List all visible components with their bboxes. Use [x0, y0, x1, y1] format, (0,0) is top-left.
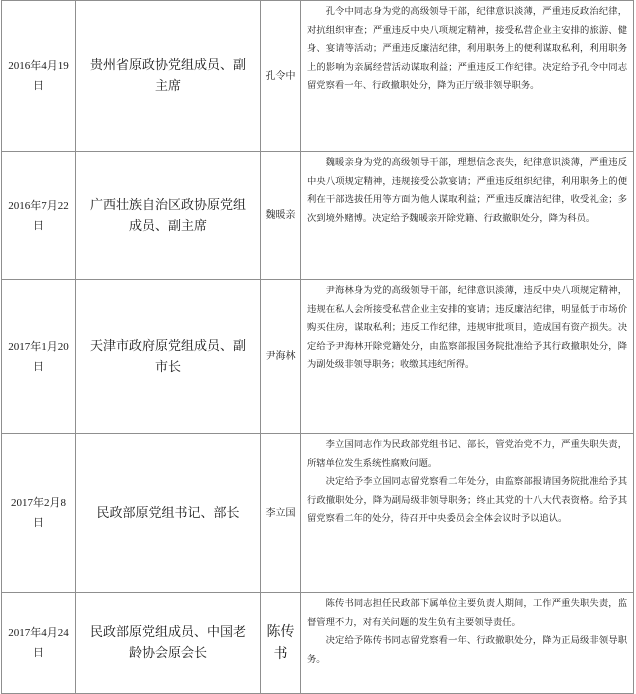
name-cell: 李立国 — [261, 434, 301, 593]
description-paragraph: 陈传书同志担任民政部下属单位主要负责人期间，工作严重失职失责，监督管理不力，对有关问题的发生负有主要领导责任。 — [307, 598, 627, 628]
description-paragraph: 尹海林身为党的高级领导干部，纪律意识淡薄，违反中央八项规定精神，违规在私人会所接受私营企业主安排的宴请；违反廉洁纪律，明显低于市场价购买住房，谋取私利；违反工作纪律，违规审批项目，造成国有资产损失。决定给予尹海林开除党籍处分，由监察部报国务院批准给予其行政撤职处分，降为副处级非领导职务；收缴其违纪所得。 — [307, 285, 627, 371]
name-cell: 陈传书 — [261, 593, 301, 694]
name-cell: 孔令中 — [261, 1, 301, 152]
description-cell — [301, 1, 634, 152]
position-cell: 民政部原党组成员、中国老龄协会原会长 — [76, 593, 261, 694]
description-paragraph: 孔令中同志身为党的高级领导干部，纪律意识淡薄，严重违反政治纪律，对抗组织审查；严重违反中央八项规定精神，接受私营企业主安排的旅游、健身、宴请等活动；严重违反廉洁纪律，利用职务上的便利谋取私利，利用职务上的影响为亲属经营活动谋取利益；严重违反工作纪律。决定给予孔令中同志留党察看一年、行政撤职处分，降为正厅级非领导职务。 — [307, 6, 627, 92]
discipline-table — [1, 0, 634, 694]
position-cell: 广西壮族自治区政协原党组成员、副主席 — [76, 152, 261, 280]
position-cell: 天津市政府原党组成员、副市长 — [76, 280, 261, 434]
description-cell — [301, 593, 634, 694]
name-cell: 魏暖亲 — [261, 152, 301, 280]
position-cell: 民政部原党组书记、部长 — [76, 434, 261, 593]
description-cell — [301, 280, 634, 434]
description-paragraph: 魏暖亲身为党的高级领导干部，理想信念丧失，纪律意识淡薄，严重违反中央八项规定精神，违规接受公款宴请；严重违反组织纪律，利用职务上的便利在干部选拔任用等方面为他人谋取利益；严重违反廉洁纪律，收受礼金；多次到境外赌博。决定给予魏暖亲开除党籍、行政撤职处分，降为科员。 — [307, 157, 627, 224]
description-paragraph: 李立国同志作为民政部党组书记、部长，管党治党不力，严重失职失责，所辖单位发生系统性腐败问题。 — [307, 439, 627, 469]
table-row — [2, 593, 634, 694]
position-cell: 贵州省原政协党组成员、副主席 — [76, 1, 261, 152]
date-cell: 2017年4月24日 — [2, 593, 76, 694]
date-cell: 2016年4月19日 — [2, 1, 76, 152]
description-paragraph: 决定给予李立国同志留党察看二年处分，由监察部报请国务院批准给予其行政撤职处分，降为副局级非领导职务；终止其党的十八大代表资格。给予其留党察看二年的处分，待召开中央委员会全体会议时予以追认。 — [307, 476, 627, 525]
table-row — [2, 280, 634, 434]
table-row — [2, 152, 634, 280]
name-cell: 尹海林 — [261, 280, 301, 434]
description-cell — [301, 152, 634, 280]
date-cell: 2017年1月20日 — [2, 280, 76, 434]
date-cell: 2016年7月22日 — [2, 152, 76, 280]
date-cell: 2017年2月8日 — [2, 434, 76, 593]
description-paragraph: 决定给予陈传书同志留党察看一年、行政撤职处分，降为正局级非领导职务。 — [307, 635, 627, 665]
table-row — [2, 434, 634, 593]
description-cell — [301, 434, 634, 593]
table-row — [2, 1, 634, 152]
